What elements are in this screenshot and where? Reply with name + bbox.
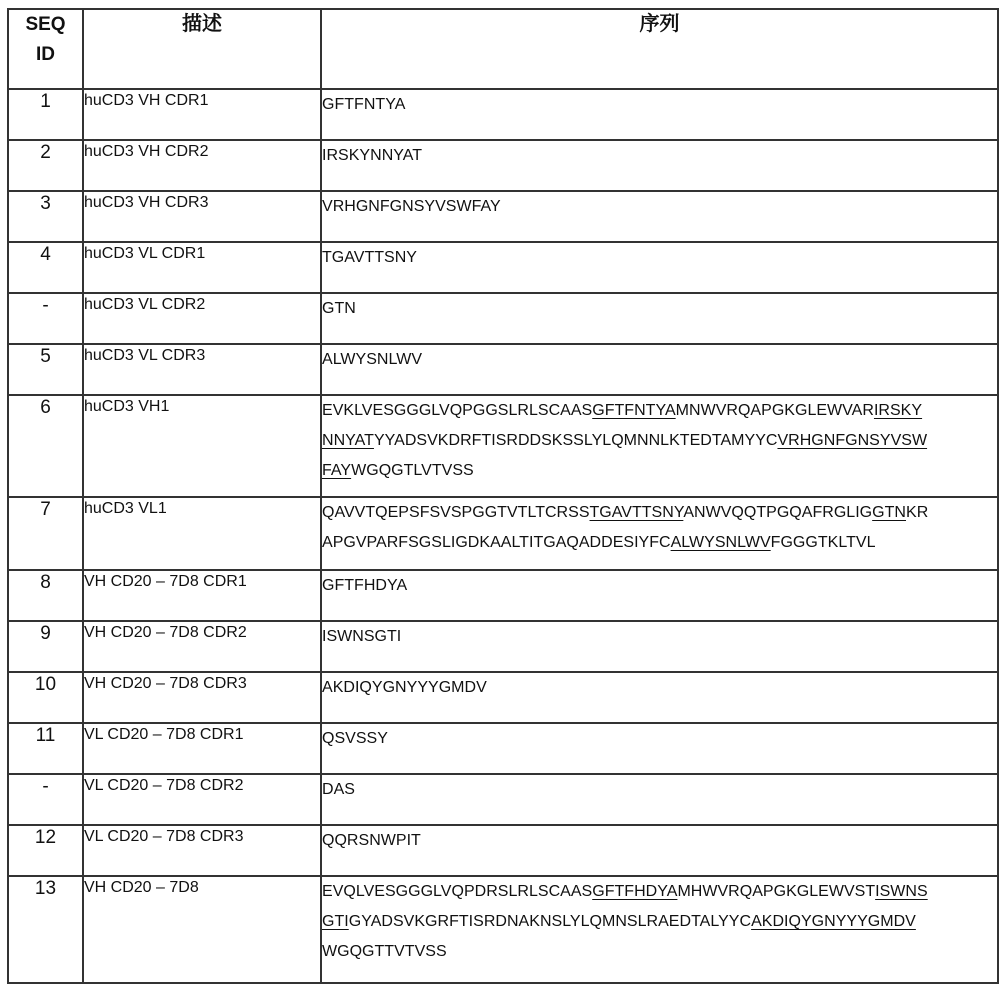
seq-id-cell: - — [8, 293, 83, 344]
table-row — [8, 89, 998, 140]
table-row — [8, 242, 998, 293]
sequence-cell — [321, 140, 998, 191]
description-cell: VH CD20 – 7D8 CDR2 — [83, 621, 321, 672]
seq-id-cell: 7 — [8, 497, 83, 570]
cdr-segment: GTN — [872, 504, 906, 521]
description-cell: VH CD20 – 7D8 CDR1 — [83, 570, 321, 621]
sequence-line — [322, 141, 997, 171]
sequence-segment: ANWVQQTPGQAFRGLIG — [683, 504, 873, 521]
sequence-line — [322, 345, 997, 375]
sequence-segment: MHWVRQAPGKGLEWVST — [677, 883, 876, 900]
cdr-segment: AKDIQYGNYYYGMDV — [751, 913, 916, 930]
sequence-line — [322, 498, 997, 528]
sequence-line — [322, 294, 997, 324]
sequence-line — [322, 571, 997, 601]
sequence-line — [322, 192, 997, 222]
description-cell: VH CD20 – 7D8 — [83, 876, 321, 983]
description-cell: huCD3 VH CDR2 — [83, 140, 321, 191]
seq-id-cell: 5 — [8, 344, 83, 395]
seq-id-cell: 8 — [8, 570, 83, 621]
sequence-segment: TGAVTTSNY — [322, 249, 418, 266]
description-cell: huCD3 VH CDR3 — [83, 191, 321, 242]
sequence-cell — [321, 825, 998, 876]
seq-id-cell: 10 — [8, 672, 83, 723]
seq-id-cell: 11 — [8, 723, 83, 774]
sequence-segment: WGQGTLVTVSS — [351, 462, 474, 479]
seq-id-cell: 9 — [8, 621, 83, 672]
header-description: 描述 — [83, 9, 321, 89]
sequence-cell — [321, 570, 998, 621]
sequence-table — [7, 8, 999, 984]
sequence-line — [322, 396, 997, 426]
header-sequence: 序列 — [321, 9, 998, 89]
sequence-segment: ISWNSGTI — [322, 628, 402, 645]
cdr-segment: VRHGNFGNSYVSW — [777, 432, 928, 449]
table-row — [8, 140, 998, 191]
cdr-segment: GFTFNTYA — [592, 402, 676, 419]
sequence-cell — [321, 293, 998, 344]
sequence-line — [322, 243, 997, 273]
seq-id-cell: 6 — [8, 395, 83, 497]
sequence-segment: EVKLVESGGGLVQPGGSLRLSCAAS — [322, 402, 593, 419]
table-row — [8, 672, 998, 723]
description-cell: huCD3 VL CDR1 — [83, 242, 321, 293]
description-cell: huCD3 VL CDR3 — [83, 344, 321, 395]
header-seq-id: SEQ ID — [8, 9, 83, 89]
sequence-segment: QQRSNWPIT — [322, 832, 421, 849]
sequence-line — [322, 673, 997, 703]
table-row — [8, 395, 998, 497]
sequence-segment: YYADSVKDRFTISRDDSKSSLYLQMNNLKTEDTAMYYC — [373, 432, 778, 449]
sequence-cell — [321, 497, 998, 570]
sequence-segment: KR — [906, 504, 929, 521]
sequence-segment: IRSKYNNYAT — [322, 147, 423, 164]
seq-id-cell: 4 — [8, 242, 83, 293]
cdr-segment: NNYAT — [322, 432, 374, 449]
description-cell: VL CD20 – 7D8 CDR3 — [83, 825, 321, 876]
cdr-segment: ALWYSNLWV — [670, 534, 771, 551]
cdr-segment: ISWNS — [875, 883, 928, 900]
table-row — [8, 621, 998, 672]
sequence-cell — [321, 672, 998, 723]
description-cell: VH CD20 – 7D8 CDR3 — [83, 672, 321, 723]
cdr-segment: GTI — [322, 913, 349, 930]
sequence-segment: WGQGTTVTVSS — [322, 943, 447, 960]
sequence-segment: EVQLVESGGGLVQPDRSLRLSCAAS — [322, 883, 593, 900]
description-cell: huCD3 VL CDR2 — [83, 293, 321, 344]
sequence-line — [322, 456, 997, 486]
sequence-cell — [321, 774, 998, 825]
cdr-segment: IRSKY — [873, 402, 923, 419]
sequence-cell — [321, 191, 998, 242]
sequence-segment: FGGGTKLTVL — [770, 534, 876, 551]
cdr-segment: TGAVTTSNY — [589, 504, 684, 521]
table-row — [8, 723, 998, 774]
table-row — [8, 570, 998, 621]
sequence-cell — [321, 89, 998, 140]
sequence-segment: MNWVRQAPGKGLEWVAR — [675, 402, 874, 419]
table-row — [8, 344, 998, 395]
sequence-cell — [321, 395, 998, 497]
sequence-segment: APGVPARFSGSLIGDKAALTITGAQADDESIYFC — [322, 534, 671, 551]
sequence-segment: QSVSSY — [322, 730, 388, 747]
sequence-cell — [321, 242, 998, 293]
table-body — [8, 89, 998, 983]
sequence-line — [322, 528, 997, 558]
header-row — [8, 9, 998, 89]
sequence-segment: GFTFNTYA — [322, 96, 406, 113]
sequence-line — [322, 826, 997, 856]
table-row — [8, 825, 998, 876]
sequence-line — [322, 775, 997, 805]
sequence-line — [322, 426, 997, 456]
table-row — [8, 774, 998, 825]
sequence-line — [322, 907, 997, 937]
sequence-cell — [321, 621, 998, 672]
seq-id-cell: 12 — [8, 825, 83, 876]
seq-id-cell: 13 — [8, 876, 83, 983]
sequence-line — [322, 877, 997, 907]
sequence-cell — [321, 344, 998, 395]
sequence-segment: ALWYSNLWV — [322, 351, 423, 368]
sequence-cell — [321, 723, 998, 774]
table-row — [8, 876, 998, 983]
sequence-segment: AKDIQYGNYYYGMDV — [322, 679, 487, 696]
sequence-segment: DAS — [322, 781, 355, 798]
seq-id-cell: 1 — [8, 89, 83, 140]
cdr-segment: GFTFHDYA — [592, 883, 678, 900]
sequence-line — [322, 622, 997, 652]
description-cell: huCD3 VH CDR1 — [83, 89, 321, 140]
sequence-segment: VRHGNFGNSYVSWFAY — [322, 198, 501, 215]
description-cell: VL CD20 – 7D8 CDR1 — [83, 723, 321, 774]
sequence-segment: GYADSVKGRFTISRDNAKNSLYLQMNSLRAEDTALYYC — [348, 913, 752, 930]
seq-id-cell: 2 — [8, 140, 83, 191]
seq-id-cell: 3 — [8, 191, 83, 242]
table-row — [8, 497, 998, 570]
sequence-segment: GFTFHDYA — [322, 577, 408, 594]
seq-id-cell: - — [8, 774, 83, 825]
sequence-line — [322, 90, 997, 120]
sequence-line — [322, 724, 997, 754]
sequence-cell — [321, 876, 998, 983]
description-cell: VL CD20 – 7D8 CDR2 — [83, 774, 321, 825]
table-row — [8, 191, 998, 242]
table-row — [8, 293, 998, 344]
cdr-segment: FAY — [322, 462, 352, 479]
sequence-segment: GTN — [322, 300, 356, 317]
sequence-line — [322, 937, 997, 967]
sequence-segment: QAVVTQEPSFSVSPGGTVTLTCRSS — [322, 504, 590, 521]
description-cell: huCD3 VH1 — [83, 395, 321, 497]
description-cell: huCD3 VL1 — [83, 497, 321, 570]
